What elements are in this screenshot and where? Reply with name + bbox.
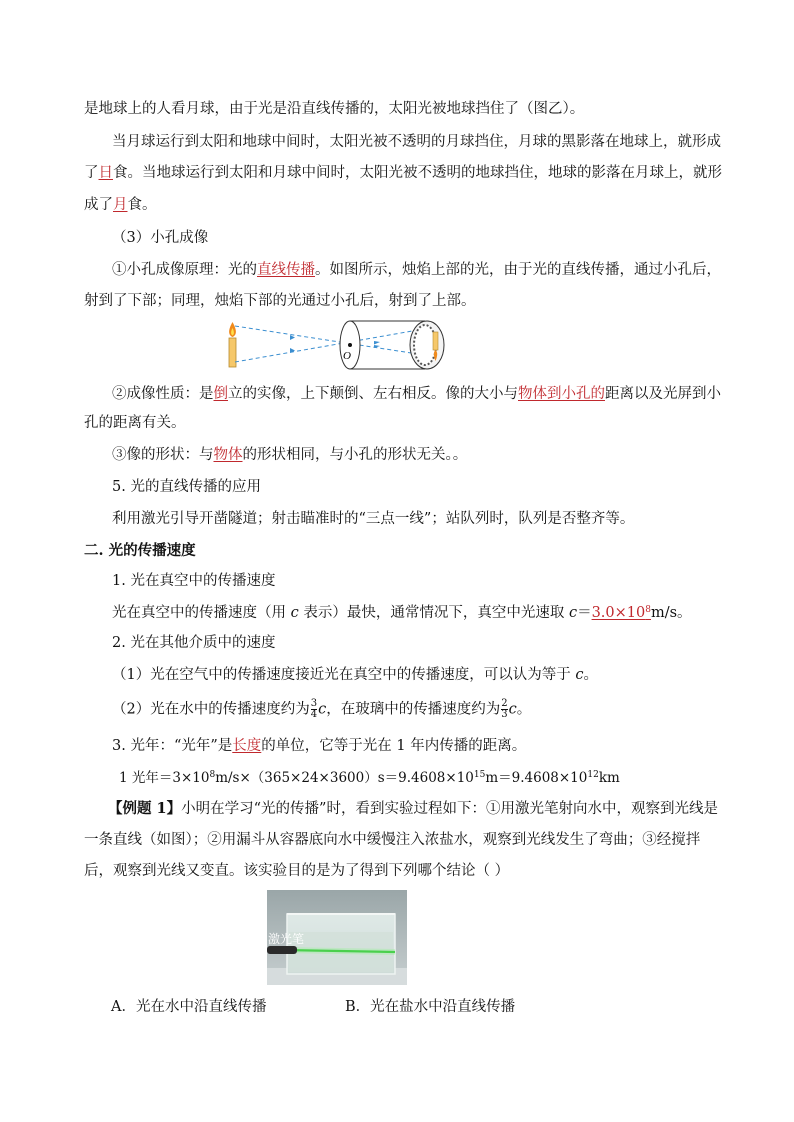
paragraph-line: 后，观察到光线又变直。该实验目的是为了得到下列哪个结论（ ） [84,863,510,879]
paragraph-line: 是地球上的人看月球，由于光是沿直线传播的，太阳光被地球挡住了（图乙）。 [84,101,585,117]
paragraph-line: 当月球运行到太阳和地球中间时，太阳光被不透明的月球挡住，月球的黑影落在地球上，就形成 [112,134,721,150]
paragraph-line: 利用激光引导开凿隧道；射击瞄准时的“三点一线”；站队列时，队列是否整齐等。 [112,511,635,527]
example-title: 【例题 1】 [108,800,182,817]
answer-blank: 直线传播 [257,262,315,278]
answer-blank: $3.0\times 10^8$ [591,605,651,621]
pinhole-label: O [343,350,351,362]
formula-line: 1 光年$=3\times 10^8m/s\times(365\times 24\times 3600)s=9.4608\times 10^{15}m=9.4608\times 10^{12}km$ [119,770,620,786]
subheading: 1. 光在真空中的传播速度 [112,573,276,589]
paragraph-line: 射到了下部；同理，烛焰下部的光通过小孔后，射到了上部。 [84,293,476,309]
option-b[interactable]: B．光在盐水中沿直线传播 [345,999,516,1015]
paragraph-line: 光在真空中的传播速度（用 c 表示）最快，通常情况下，真空中光速取 $c=3.0\times 10^8m/s$。 [112,605,692,621]
answer-blank: 倒 [213,386,228,402]
answer-blank: 长度 [232,738,262,754]
answer-blank: 日 [98,165,113,181]
subheading: （3）小孔成像 [112,230,209,246]
section-heading: 二. 光的传播速度 [84,542,196,559]
answer-blank: 物体到小孔的 [518,386,605,402]
paragraph-line: （2）光在水中的传播速度约为 $\frac{3}{4}$ c，在玻璃中的传播速度约为 $\frac{2}{3}$ c。 [112,698,532,720]
laser-experiment-photo [267,890,407,985]
subheading: 2. 光在其他介质中的速度 [112,635,276,651]
fraction: $\frac{2}{3}$ [501,698,508,720]
paragraph-line: ③像的形状：与物体的形状相同，与小孔的形状无关。。 [112,447,468,463]
fraction: $\frac{3}{4}$ [310,698,318,720]
paragraph-line: 一条直线（如图）；②用漏斗从容器底向水中缓慢注入浓盐水，观察到光线发生了弯曲；③经搅拌 [84,832,701,848]
paragraph-line: ①小孔成像原理：光的直线传播。如图所示，烛焰上部的光，由于光的直线传播，通过小孔后， [112,262,721,278]
paragraph-line: （1）光在空气中的传播速度接近光在真空中的传播速度，可以认为等于 c。 [112,667,598,683]
paragraph-line: 孔的距离有关。 [84,415,186,431]
paragraph-line: 成了月食。 [84,197,157,213]
paragraph-line: 【例题 1】小明在学习“光的传播”时，看到实验过程如下：①用激光笔射向水中，观察到光线是 [108,800,718,817]
answer-blank: 物体 [213,447,243,463]
pinhole-camera-diagram [222,318,462,372]
paragraph-line: 了日食。当地球运行到太阳和月球中间时，太阳光被不透明的地球挡住，地球的影落在月球上，就形 [84,165,722,181]
answer-blank: 月 [113,197,128,213]
paragraph-line: 3. 光年：“光年”是长度的单位，它等于光在 1 年内传播的距离。 [112,738,527,754]
laser-pen-label: 激光笔 [268,932,305,946]
subheading: 5. 光的直线传播的应用 [112,479,261,495]
option-a[interactable]: A．光在水中沿直线传播 [111,999,267,1015]
paragraph-line: ②成像性质：是倒立的实像，上下颠倒、左右相反。像的大小与物体到小孔的距离以及光屏到小 [112,386,721,402]
